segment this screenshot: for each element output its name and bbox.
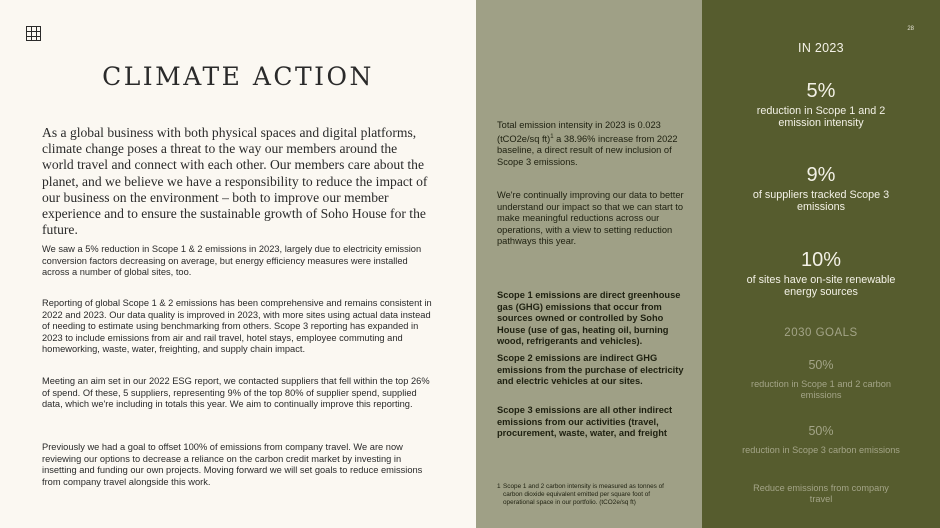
page-number: 28	[907, 26, 914, 32]
stat-value: 10%	[800, 249, 842, 271]
middle-panel	[476, 0, 702, 528]
footnote-text: Scope 1 and 2 carbon intensity is measured as tonnes of carbon dioxide equivalent emitted per square foot of operational space in our portfolio. (tCO2e/sq ft)	[503, 483, 664, 506]
goal-value: 50%	[808, 358, 834, 372]
scope3-definition: Scope 3 emissions are all other indirect emissions from our activities (travel, procurement, waste, water, and freight	[497, 405, 673, 439]
goal-label: Reduce emissions from company travel	[753, 483, 889, 504]
scope1-definition: Scope 1 emissions are direct greenhouse gas (GHG) emissions that occur from sources owned or controlled by Soho House (use of gas, heating oil, burning wood, refrigerants and vehicles).	[497, 290, 681, 347]
footnote-ref: 1	[550, 133, 554, 140]
goal-value: 50%	[808, 424, 834, 438]
page-title: CLIMATE ACTION	[102, 62, 374, 91]
stat-value: 5%	[806, 80, 836, 102]
body-paragraph: Reporting of global Scope 1 & 2 emissions has been comprehensive and remains consistent in 2022 and 2023. Our data quality is improved in 2023, with more sites using actual data instead of needing to estimate using benchmarking from others. Scope 3 reporting has expanded in 2023 to include emissions from air and rail travel, hotel stays, employee commuting and homeworking, waste, water, freighting, and supply chain impact.	[42, 298, 432, 355]
stat-label: of suppliers tracked Scope 3 emissions	[752, 189, 890, 213]
body-paragraph: We saw a 5% reduction in Scope 1 & 2 emissions in 2023, largely due to electricity emission conversion factors decreasing on average, but energy efficiency measures were installed across a number of global sites, too.	[42, 244, 422, 278]
improving-text: We're continually improving our data to better understand our impact so that we can start to make meaningful reductions across our operations, with a view to setting reduction pathways this year.	[497, 190, 684, 247]
goal-label: reduction in Scope 3 carbon emissions	[742, 445, 900, 455]
stat-label: of sites have on-site renewable energy sources	[746, 274, 896, 298]
goals-heading: 2030 GOALS	[784, 327, 858, 339]
goal-label: reduction in Scope 1 and 2 carbon emissions	[751, 379, 891, 400]
stat-label: reduction in Scope 1 and 2 emission intensity	[756, 105, 886, 129]
scope2-definition: Scope 2 emissions are indirect GHG emissions from the purchase of electricity and electric vehicles at our sites.	[497, 353, 684, 387]
grid-logo-icon	[26, 26, 41, 41]
intensity-text-start: Total emission intensity in 2023 is 0.023 (tCO2e/sq ft)	[497, 120, 661, 144]
body-paragraph: Meeting an aim set in our 2022 ESG report, we contacted suppliers that fell within the top 26% of spend. Of these, 5 suppliers, representing 9% of the top 80% of supplier spend, supplied data, which we're including in totals this year. We aim to continually improve this reporting.	[42, 376, 430, 410]
footnote	[497, 483, 677, 507]
intro-paragraph: As a global business with both physical spaces and digital platforms, climate change poses a threat to the way our members around the world travel and connect with each other. Our members care about the planet, and we believe we have a responsibility to reduce the impact of our business on the environment – both to improve our member experience and to ensure the sustainable growth of Soho House for the future.	[42, 125, 428, 238]
intensity-text	[497, 120, 687, 168]
stat-value: 9%	[806, 164, 836, 186]
year-heading: IN 2023	[798, 41, 844, 55]
footnote-number: 1	[497, 483, 501, 490]
intensity-text-end: a 38.96% increase from 2022 baseline, a direct result of new inclusion of Scope 3 emissions.	[497, 133, 678, 167]
body-paragraph: Previously we had a goal to offset 100% of emissions from company travel. We are now reviewing our options to decrease a reliance on the carbon credit market by investing in insetting and funding our own projects. Moving forward we will set goals to reduce emissions from company travel alongside this work.	[42, 442, 423, 487]
